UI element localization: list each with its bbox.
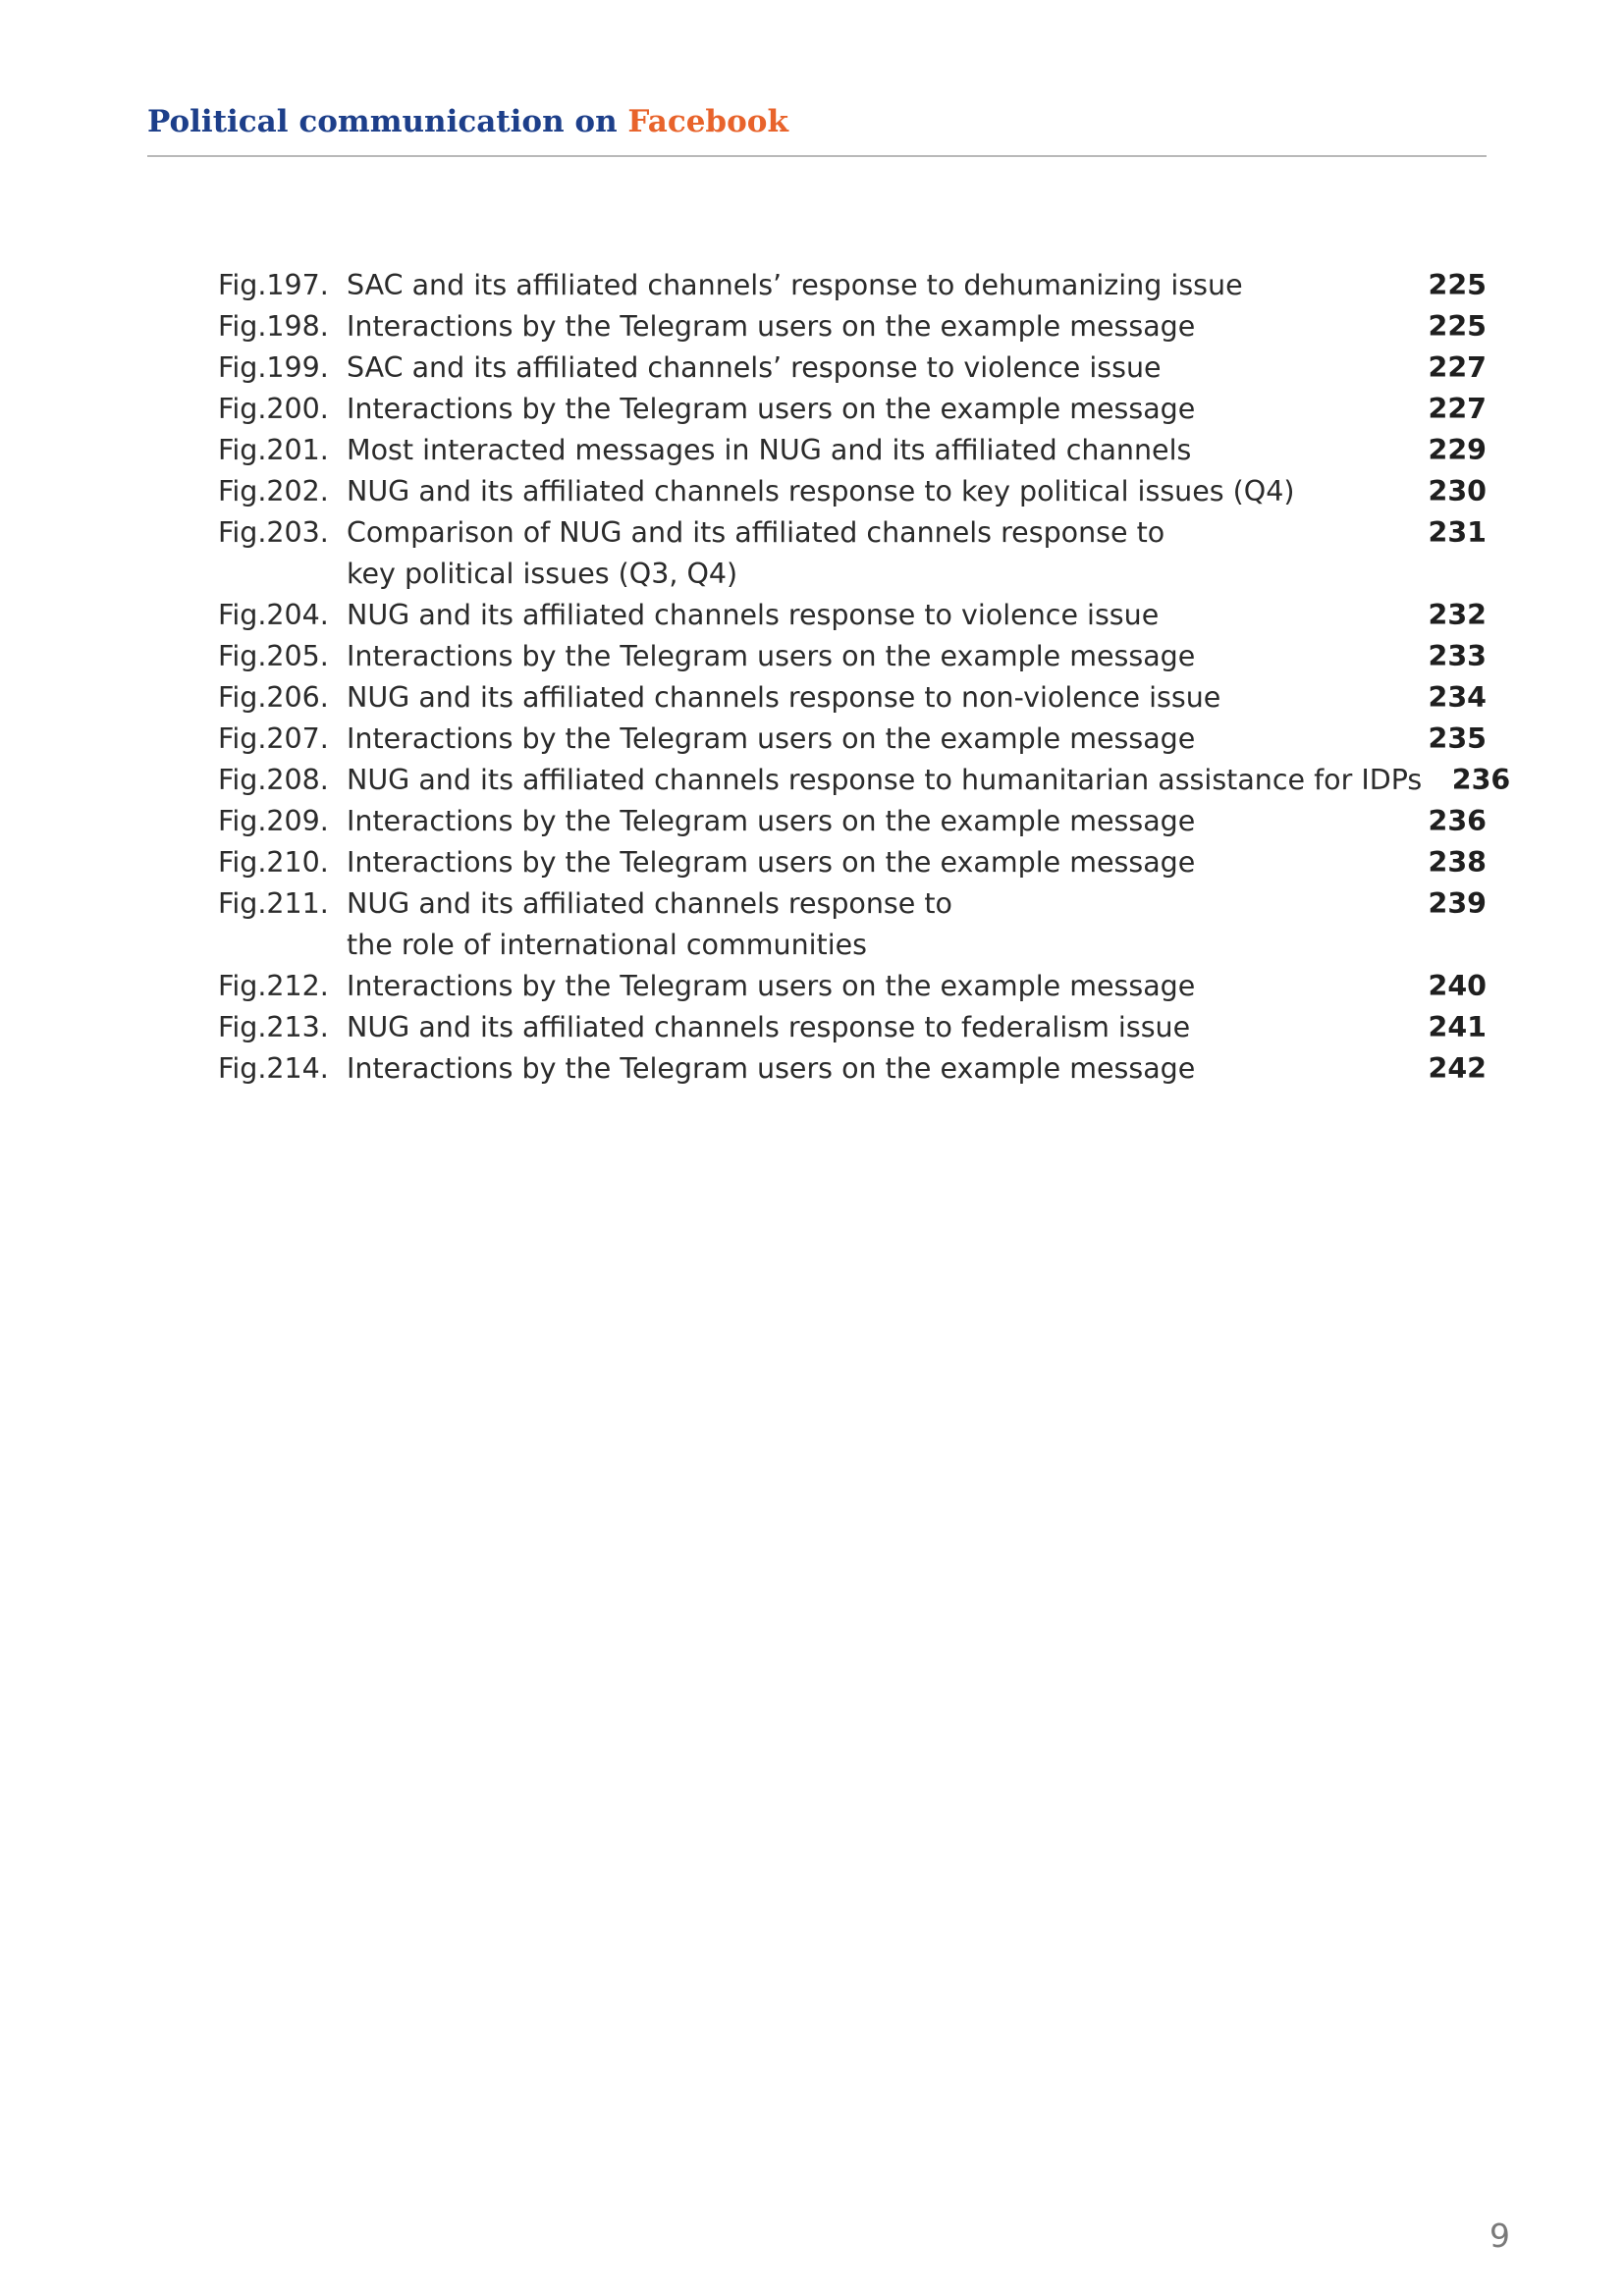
figure-number: Fig.214. [218, 1052, 329, 1085]
figure-title-line: Interactions by the Telegram users on the example message [347, 393, 1196, 425]
figure-title [347, 966, 1398, 1007]
figure-page-number: 231 [1428, 516, 1487, 549]
figure-title-line: NUG and its affiliated channels response to [347, 887, 952, 920]
header-title [147, 102, 788, 141]
figure-page-number: 238 [1428, 846, 1487, 879]
toc-row [218, 389, 1487, 430]
figure-number: Fig.204. [218, 599, 329, 631]
toc-row [218, 1007, 1487, 1048]
figure-page-number: 242 [1428, 1052, 1487, 1085]
toc-row [218, 760, 1511, 801]
figure-title [347, 883, 1398, 966]
figure-title [347, 1007, 1398, 1048]
toc-row [218, 347, 1487, 389]
figure-page-number: 230 [1428, 475, 1487, 507]
toc-row [218, 883, 1487, 966]
figure-page-number: 233 [1428, 640, 1487, 672]
figure-title-line: SAC and its affiliated channels’ response to violence issue [347, 351, 1162, 384]
figure-title [347, 389, 1398, 430]
figure-title-line: NUG and its affiliated channels response to non-violence issue [347, 681, 1221, 714]
figure-number: Fig.197. [218, 269, 329, 301]
figure-title-line: Interactions by the Telegram users on the example message [347, 310, 1196, 343]
figure-page-number: 236 [1451, 764, 1511, 796]
toc-row [218, 636, 1487, 677]
toc-row [218, 842, 1487, 883]
figure-title [347, 306, 1398, 347]
figure-page-number: 235 [1428, 722, 1487, 755]
figure-title [347, 677, 1398, 719]
page-number: 9 [1489, 2216, 1510, 2255]
figure-title [347, 719, 1398, 760]
figure-title-line: SAC and its affiliated channels’ response to dehumanizing issue [347, 269, 1243, 301]
figure-number: Fig.213. [218, 1011, 329, 1043]
figure-page-number: 225 [1428, 310, 1487, 343]
toc-row [218, 801, 1487, 842]
figure-title-line: NUG and its affiliated channels response to violence issue [347, 599, 1160, 631]
figure-number: Fig.209. [218, 805, 329, 837]
figure-page-number: 227 [1428, 351, 1487, 384]
figure-title-line: NUG and its affiliated channels response to federalism issue [347, 1011, 1191, 1043]
figure-title-line: key political issues (Q3, Q4) [347, 558, 738, 590]
figure-page-number: 241 [1428, 1011, 1487, 1043]
figure-number: Fig.199. [218, 351, 329, 384]
figure-number: Fig.208. [218, 764, 329, 796]
figure-number: Fig.198. [218, 310, 329, 343]
header-divider [147, 155, 1487, 157]
header-title-accent: Facebook [627, 104, 788, 139]
toc-row [218, 1048, 1487, 1090]
figure-number: Fig.205. [218, 640, 329, 672]
figure-title [347, 595, 1398, 636]
figure-title-line: Interactions by the Telegram users on the example message [347, 722, 1196, 755]
figure-title-line: Interactions by the Telegram users on the example message [347, 805, 1196, 837]
figure-title [347, 801, 1398, 842]
figure-number: Fig.206. [218, 681, 329, 714]
figure-title-line: Interactions by the Telegram users on the example message [347, 640, 1196, 672]
figure-number: Fig.211. [218, 887, 329, 920]
figure-page-number: 229 [1428, 434, 1487, 466]
toc-row [218, 595, 1487, 636]
list-of-figures [218, 265, 1511, 1090]
figure-title [347, 512, 1398, 595]
toc-row [218, 471, 1487, 512]
figure-title [347, 842, 1398, 883]
toc-row [218, 719, 1487, 760]
toc-row [218, 512, 1487, 595]
figure-title [347, 430, 1398, 471]
page-header [147, 102, 1487, 157]
figure-title [347, 760, 1422, 801]
figure-number: Fig.207. [218, 722, 329, 755]
figure-title-line: Most interacted messages in NUG and its affiliated channels [347, 434, 1192, 466]
toc-row [218, 265, 1487, 306]
toc-row [218, 677, 1487, 719]
figure-title-line: Comparison of NUG and its affiliated channels response to [347, 516, 1165, 549]
toc-row [218, 306, 1487, 347]
toc-row [218, 430, 1487, 471]
figure-title-line: NUG and its affiliated channels response to humanitarian assistance for IDPs [347, 764, 1423, 796]
figure-page-number: 239 [1428, 887, 1487, 920]
figure-number: Fig.201. [218, 434, 329, 466]
figure-page-number: 225 [1428, 269, 1487, 301]
figure-title [347, 265, 1398, 306]
figure-page-number: 240 [1428, 970, 1487, 1002]
figure-title-line: the role of international communities [347, 929, 868, 961]
figure-title [347, 636, 1398, 677]
toc-row [218, 966, 1487, 1007]
figure-title [347, 347, 1398, 389]
figure-number: Fig.212. [218, 970, 329, 1002]
figure-number: Fig.203. [218, 516, 329, 549]
figure-page-number: 232 [1428, 599, 1487, 631]
figure-title-line: Interactions by the Telegram users on the example message [347, 1052, 1196, 1085]
figure-number: Fig.202. [218, 475, 329, 507]
figure-title [347, 1048, 1398, 1090]
figure-title-line: Interactions by the Telegram users on the example message [347, 970, 1196, 1002]
figure-number: Fig.210. [218, 846, 329, 879]
figure-number: Fig.200. [218, 393, 329, 425]
figure-title-line: NUG and its affiliated channels response to key political issues (Q4) [347, 475, 1295, 507]
figure-title [347, 471, 1398, 512]
header-title-prefix: Political communication on [147, 104, 628, 139]
figure-title-line: Interactions by the Telegram users on the example message [347, 846, 1196, 879]
figure-page-number: 227 [1428, 393, 1487, 425]
figure-page-number: 236 [1428, 805, 1487, 837]
figure-page-number: 234 [1428, 681, 1487, 714]
